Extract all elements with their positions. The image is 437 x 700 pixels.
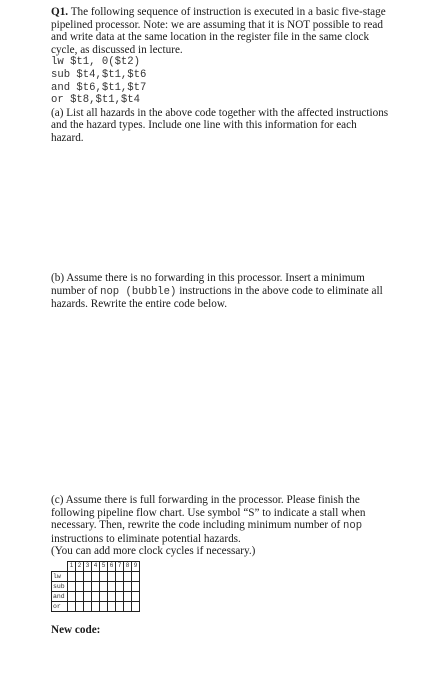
pipeline-cell[interactable] (76, 602, 84, 612)
row-label: sub (52, 582, 68, 592)
cycle-header: 3 (84, 562, 92, 572)
pipeline-row-sub (52, 582, 140, 592)
pipeline-cell[interactable] (100, 572, 108, 582)
pipeline-cell[interactable] (92, 592, 100, 602)
pipeline-cell[interactable] (116, 602, 124, 612)
pipeline-cell[interactable] (84, 602, 92, 612)
code-line: lw $t1, 0($t2) (51, 56, 141, 69)
part-c-note: (You can add more clock cycles if necessary.) (51, 545, 256, 558)
part-b-text-post: instructions in the above code to eliminate all hazards. Rewrite the entire code below. (51, 284, 383, 311)
pipeline-cell[interactable] (84, 592, 92, 602)
pipeline-cell[interactable] (108, 572, 116, 582)
cycle-header: 4 (92, 562, 100, 572)
pipeline-cell[interactable] (84, 582, 92, 592)
pipeline-cell[interactable] (84, 572, 92, 582)
pipeline-cell[interactable] (116, 582, 124, 592)
part-b-code: nop (bubble) (100, 285, 177, 298)
row-label: or (52, 602, 68, 612)
part-b (51, 272, 391, 311)
pipeline-cell[interactable] (132, 572, 140, 582)
pipeline-cell[interactable] (108, 592, 116, 602)
code-line: or $t8,$t1,$t4 (51, 94, 141, 107)
cycle-header: 7 (116, 562, 124, 572)
cycle-header: 5 (100, 562, 108, 572)
corner-cell (52, 562, 68, 572)
pipeline-cell[interactable] (92, 572, 100, 582)
pipeline-cell[interactable] (108, 602, 116, 612)
row-label: and (52, 592, 68, 602)
pipeline-cell[interactable] (124, 602, 132, 612)
pipeline-cell[interactable] (100, 592, 108, 602)
pipeline-cell[interactable] (116, 572, 124, 582)
pipeline-cell[interactable] (124, 572, 132, 582)
pipeline-cell[interactable] (92, 582, 100, 592)
pipeline-row-and (52, 592, 140, 602)
question-intro-text: The following sequence of instruction is executed in a basic five-stage pipelined processor. Note: we are assuming that it is NOT possible to read and write data at the same location in the register file in the same clock cycle, as discussed in lecture. (51, 6, 386, 56)
code-line: and $t6,$t1,$t7 (51, 81, 147, 94)
pipeline-row-or (52, 602, 140, 612)
cycle-header: 9 (132, 562, 140, 572)
pipeline-cell[interactable] (132, 602, 140, 612)
cycle-header: 1 (68, 562, 76, 572)
pipeline-flow-chart (51, 561, 140, 612)
cycle-header: 2 (76, 562, 84, 572)
row-label: lw (52, 572, 68, 582)
cycle-header-row (52, 562, 140, 572)
pipeline-cell[interactable] (76, 592, 84, 602)
new-code-label: New code: (51, 624, 101, 636)
question-number: Q1. (51, 6, 69, 18)
pipeline-cell[interactable] (132, 582, 140, 592)
pipeline-cell[interactable] (76, 582, 84, 592)
code-listing (51, 56, 391, 106)
pipeline-cell[interactable] (68, 592, 76, 602)
pipeline-cell[interactable] (100, 602, 108, 612)
cycle-header: 8 (124, 562, 132, 572)
pipeline-cell[interactable] (76, 572, 84, 582)
question-intro (51, 6, 391, 145)
part-c-text-pre: (c) Assume there is full forwarding in the processor. Please finish the following pipeline flow chart. Use symbol “S” to indicate a stall when necessary. Then, rewrite the code including minimum number of (51, 494, 366, 532)
pipeline-cell[interactable] (68, 572, 76, 582)
part-b-text-pre: (b) Assume there is no forwarding in this processor. Insert a minimum number of (51, 272, 365, 297)
pipeline-table (51, 561, 140, 612)
pipeline-cell[interactable] (124, 582, 132, 592)
part-c-code: nop (343, 520, 363, 533)
question-text (51, 6, 391, 56)
pipeline-cell[interactable] (68, 602, 76, 612)
part-c (51, 494, 391, 558)
cycle-header: 6 (108, 562, 116, 572)
pipeline-cell[interactable] (108, 582, 116, 592)
pipeline-cell[interactable] (132, 592, 140, 602)
pipeline-cell[interactable] (124, 592, 132, 602)
part-a-text: (a) List all hazards in the above code together with the affected instructions and the hazard types. Include one line with this information for each hazard. (51, 106, 389, 144)
pipeline-cell[interactable] (92, 602, 100, 612)
pipeline-row-lw (52, 572, 140, 582)
part-c-text-post: instructions to eliminate potential hazards. (51, 532, 241, 545)
pipeline-cell[interactable] (100, 582, 108, 592)
pipeline-cell[interactable] (68, 582, 76, 592)
pipeline-cell[interactable] (116, 592, 124, 602)
code-line: sub $t4,$t1,$t6 (51, 68, 147, 81)
